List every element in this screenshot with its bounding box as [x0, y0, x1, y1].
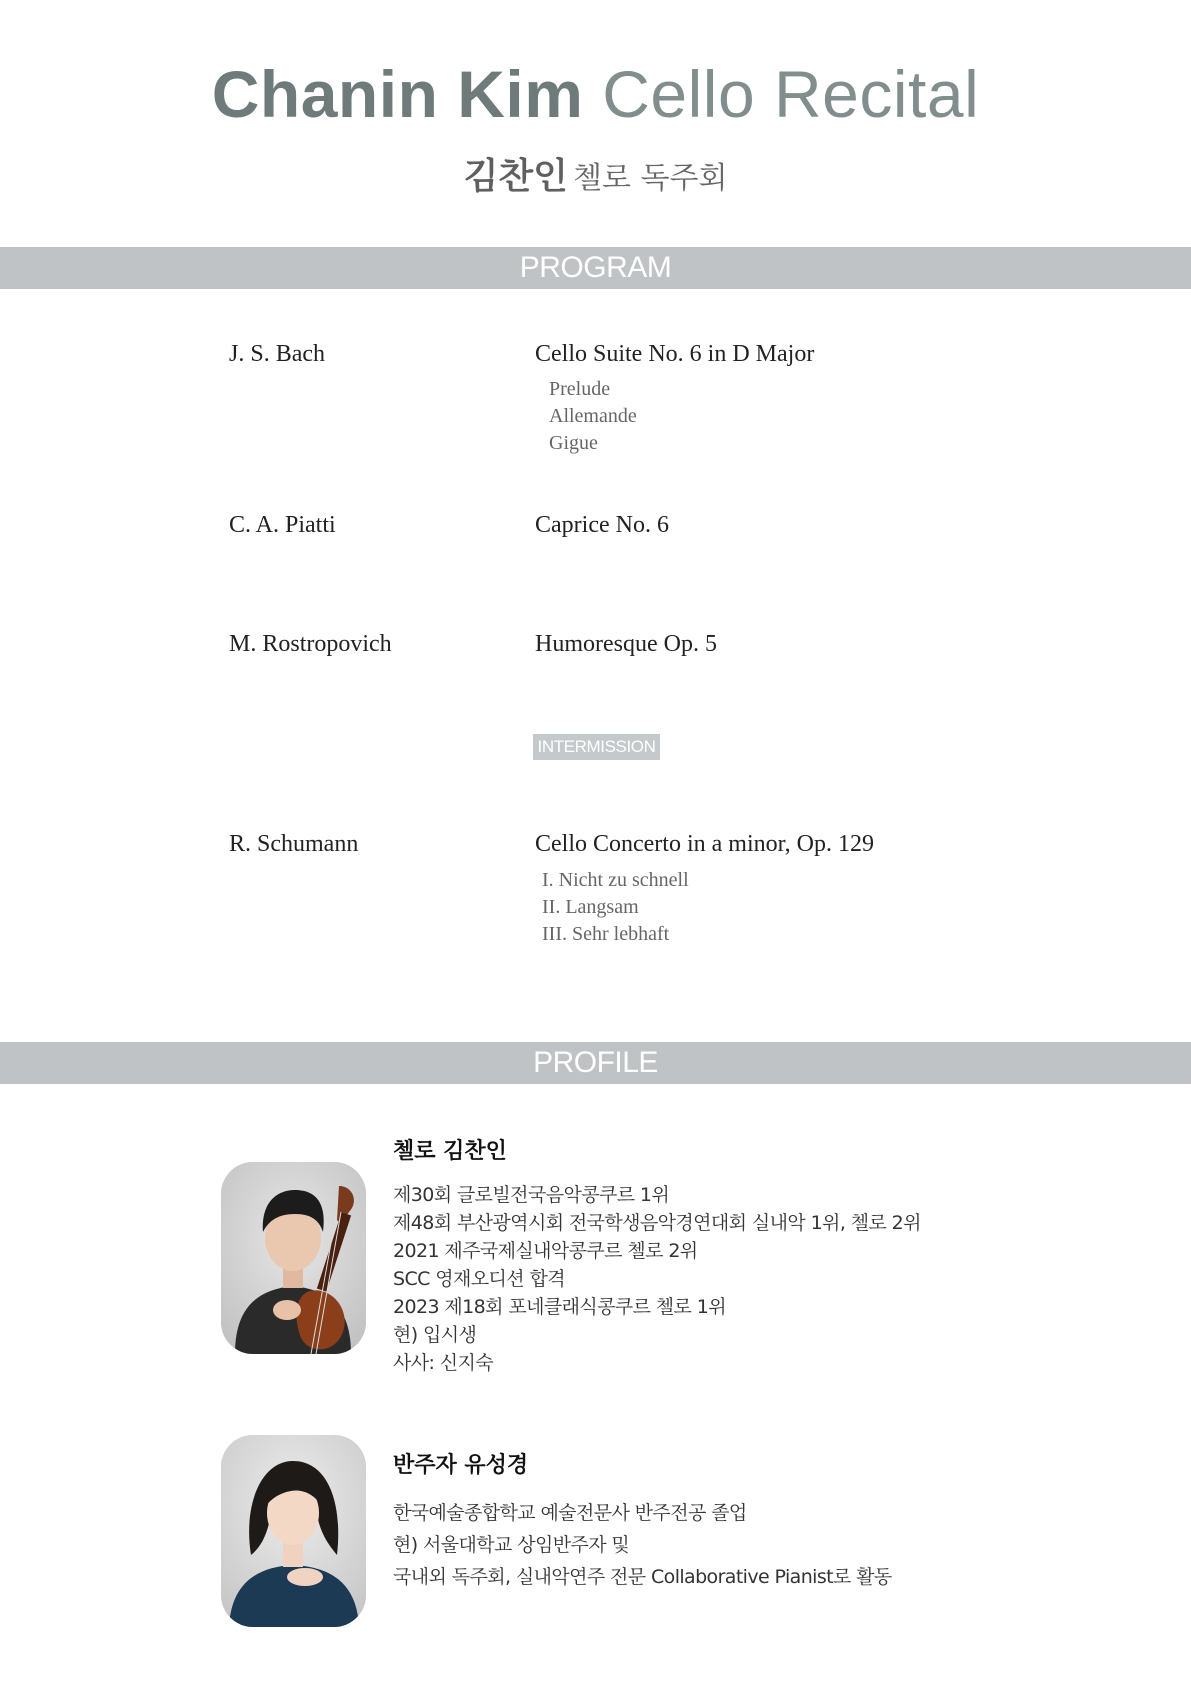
profile-details — [393, 1181, 921, 1377]
movement-item: Gigue — [549, 432, 598, 454]
profile-section-header: PROFILE — [0, 1042, 1191, 1084]
movement-item: Prelude — [549, 378, 611, 400]
movement-item: Allemande — [549, 405, 637, 427]
title-korean-performer: 김찬인 — [463, 156, 568, 197]
profile-detail-item: 제30회 글로빌전국음악콩쿠르 1위 — [393, 1184, 670, 1206]
profile-detail-item: 국내외 독주회, 실내악연주 전문 Collaborative Pianist로 활동 — [393, 1566, 892, 1588]
program-composer: M. Rostropovich — [229, 631, 392, 657]
program-section-header: PROGRAM — [0, 247, 1191, 289]
profile-detail-item: 2023 제18회 포네클래식콩쿠르 첼로 1위 — [393, 1296, 726, 1318]
movement-item: III. Sehr lebhaft — [542, 923, 670, 945]
profile-detail-item: SCC 영재오디션 합격 — [393, 1268, 565, 1290]
profile-detail-item: 2021 제주국제실내악콩쿠르 첼로 2위 — [393, 1240, 698, 1262]
movement-item: II. Langsam — [542, 896, 639, 918]
profile-name: 반주자 유성경 — [393, 1453, 529, 1478]
profile-detail-item: 한국예술종합학교 예술전문사 반주전공 졸업 — [393, 1502, 747, 1524]
profile-name: 첼로 김찬인 — [393, 1139, 507, 1164]
program-composer: R. Schumann — [229, 831, 359, 857]
profile-detail-item: 현) 서울대학교 상임반주자 및 — [393, 1534, 630, 1556]
cellist-photo — [221, 1162, 366, 1354]
profile-details — [393, 1497, 892, 1593]
title-english-performer: Chanin Kim — [211, 57, 584, 131]
program-composer: C. A. Piatti — [229, 512, 336, 538]
program-composer: J. S. Bach — [229, 341, 325, 367]
profile-detail-item: 현) 입시생 — [393, 1324, 477, 1346]
program-work: Cello Concerto in a minor, Op. 129 — [535, 831, 874, 857]
title-english — [0, 56, 1191, 132]
pianist-photo — [221, 1435, 366, 1627]
title-english-event: Cello Recital — [602, 57, 980, 131]
cellist-portrait-icon — [221, 1162, 366, 1354]
intermission-badge: INTERMISSION — [533, 734, 660, 760]
program-movements — [549, 376, 637, 457]
profile-detail-item: 제48회 부산광역시회 전국학생음악경연대회 실내악 1위, 첼로 2위 — [393, 1212, 921, 1234]
title-korean — [0, 148, 1191, 199]
program-movements — [542, 867, 689, 948]
program-work: Caprice No. 6 — [535, 512, 669, 538]
profile-detail-item: 사사: 신지숙 — [393, 1352, 494, 1374]
program-work: Cello Suite No. 6 in D Major — [535, 341, 815, 367]
pianist-portrait-icon — [221, 1435, 366, 1627]
movement-item: I. Nicht zu schnell — [542, 869, 689, 891]
program-work: Humoresque Op. 5 — [535, 631, 717, 657]
title-korean-event: 첼로 독주회 — [572, 161, 728, 196]
